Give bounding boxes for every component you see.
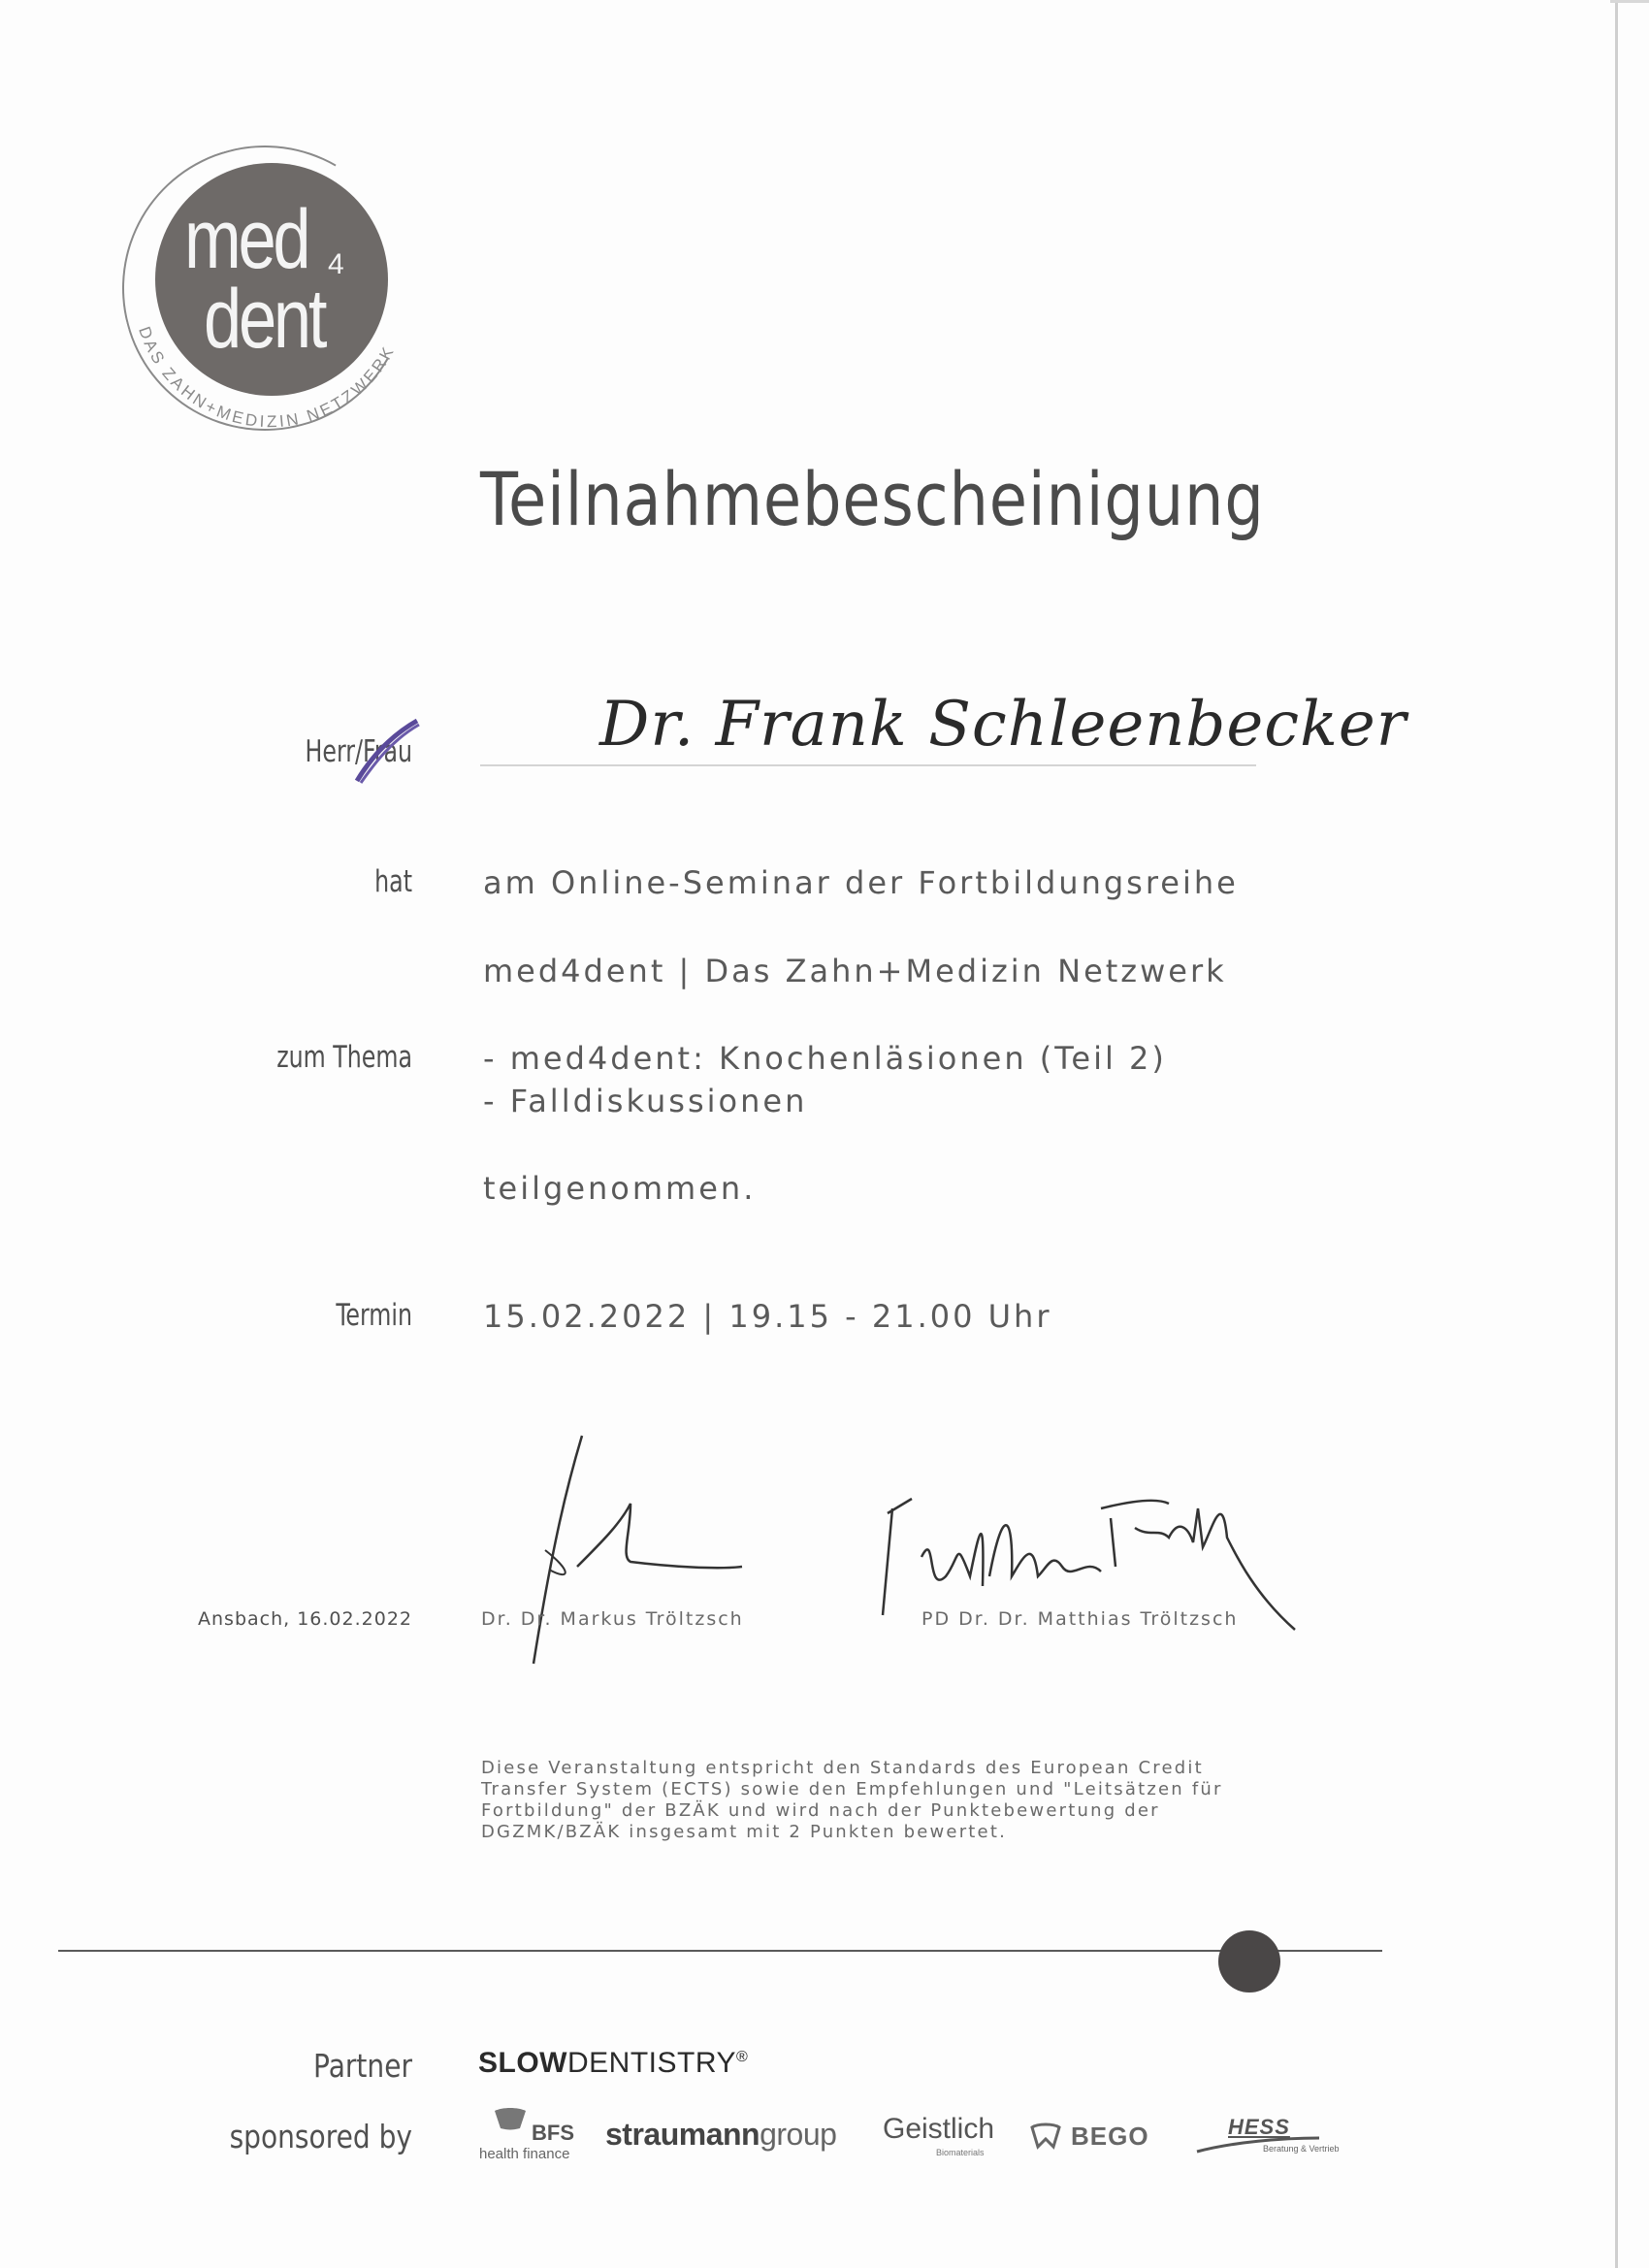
partner-mark: ® <box>735 2049 749 2065</box>
date-value: 15.02.2022 | 19.15 - 21.00 Uhr <box>483 1298 1052 1335</box>
scan-edge <box>1615 0 1618 2268</box>
topic-item-1: - med4dent: Knochenläsionen (Teil 2) <box>483 1040 1167 1077</box>
signature-markus <box>485 1426 776 1678</box>
sponsored-label: sponsored by <box>229 2118 412 2155</box>
hess-subtext: Beratung & Vertrieb <box>1263 2144 1340 2154</box>
svg-text:DAS ZAHN+MEDIZIN NETZWERK <box>135 324 399 431</box>
topic-item-2: - Falldiskussionen <box>483 1083 808 1119</box>
bfs-text: BFS <box>532 2121 574 2145</box>
sponsor-straumann <box>605 2117 836 2153</box>
partner-bold: SLOW <box>478 2047 567 2079</box>
straumann-rest: group <box>760 2117 837 2152</box>
name-underline <box>480 764 1256 766</box>
bfs-icon <box>491 2107 530 2132</box>
bego-icon <box>1028 2122 1063 2151</box>
signer-2-name: PD Dr. Dr. Matthias Tröltzsch <box>922 1608 1239 1630</box>
med4dent-logo <box>116 146 427 437</box>
ects-note: Diese Veranstaltung entspricht den Standards des European Credit Transfer System (ECTS) sowie den Empfehlungen und "Leitsätzen für Fortbildung" der BZÄK und wird nach der Punktebewertung der DGZMK/BZÄK insgesamt mit 2 Punkten bewertet. <box>481 1758 1223 1842</box>
divider-dot <box>1218 1930 1280 1993</box>
partner-label: Partner <box>313 2047 412 2085</box>
participated-text: teilgenommen. <box>483 1170 757 1207</box>
scan-edge-top <box>1610 0 1649 3</box>
salutation-label: Herr/Frau <box>305 734 412 769</box>
logo-tagline-arc <box>116 146 427 437</box>
place-date: Ansbach, 16.02.2022 <box>198 1608 412 1630</box>
network-line: med4dent | Das Zahn+Medizin Netzwerk <box>483 953 1227 989</box>
partner-rest: DENTISTRY <box>567 2047 736 2079</box>
logo-text-dent: dent <box>204 273 325 366</box>
hat-label: hat <box>374 864 412 899</box>
straumann-bold: straumann <box>605 2117 760 2152</box>
sponsor-geistlich <box>883 2113 995 2157</box>
logo-tagline: DAS ZAHN+MEDIZIN NETZWERK <box>135 324 399 432</box>
partner-logo-slowdentistry <box>478 2047 748 2080</box>
footer-divider <box>58 1950 1382 1952</box>
participant-name: Dr. Frank Schleenbecker <box>599 689 1407 761</box>
logo-text-med: med <box>184 193 308 286</box>
bfs-subtext: health finance <box>479 2146 570 2162</box>
logo-text-4: 4 <box>328 248 344 280</box>
bego-text: BEGO <box>1071 2122 1149 2151</box>
geistlich-text: Geistlich <box>883 2113 995 2145</box>
strikethrough-mark <box>349 713 427 791</box>
sponsor-hess <box>1195 2115 1340 2163</box>
signer-1-name: Dr. Dr. Markus Tröltzsch <box>481 1608 744 1630</box>
topic-label: zum Thema <box>276 1040 412 1075</box>
page-title: Teilnahmebescheinigung <box>480 456 1265 542</box>
seminar-line: am Online-Seminar der Fortbildungsreihe <box>483 864 1239 901</box>
date-label: Termin <box>336 1298 412 1333</box>
hess-text: HESS <box>1228 2115 1290 2139</box>
geistlich-subtext: Biomaterials <box>936 2148 985 2157</box>
